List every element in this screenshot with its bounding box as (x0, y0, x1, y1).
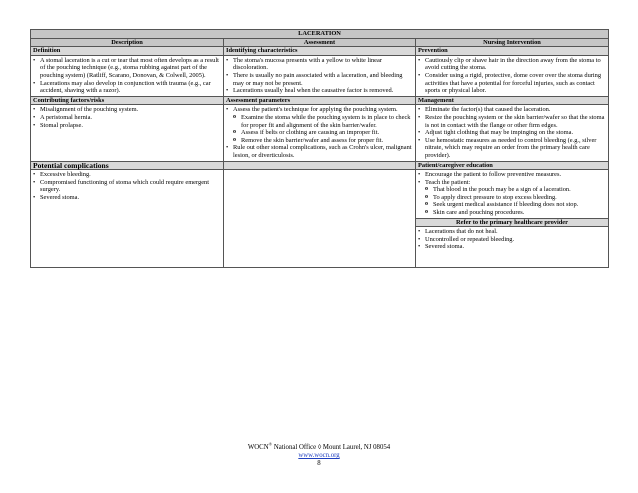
page-number: 8 (317, 460, 321, 467)
management-cell (416, 105, 609, 161)
list-item: • Excessive bleeding. (33, 171, 221, 179)
education-cell (416, 170, 609, 219)
list-item: • Rule out other stomal complications, such as Crohn's ulcer, malignant lesion, or diverticulosis. (226, 144, 413, 159)
list-item: • Compromised functioning of stoma which could require emergent surgery. (33, 179, 221, 194)
list-item-text: Assess the patient's technique for applying the pouching system. (233, 106, 398, 114)
list-item: • Consider using a rigid, protective, dome cover over the stoma during activities that have a potential for forceful injuries, such as contact sports or physical labor. (418, 72, 606, 95)
column-header-nursing-intervention: Nursing Intervention (416, 38, 609, 47)
list-item: • Use hemostatic measures as needed to control bleeding (e.g., silver nitrate, which may require an order from the primary health care provider). (418, 137, 606, 160)
footer-address-line (0, 441, 638, 452)
list-item: • Severed stoma. (418, 243, 606, 251)
sub-list-item: o To apply direct pressure to stop excess bleeding. (425, 194, 606, 202)
definition-cell (31, 55, 224, 96)
header-definition: Definition (31, 47, 224, 56)
sub-list-item: o Seek urgent medical assistance if bleeding does not stop. (425, 201, 606, 209)
list-item-text: Teach the patient: (425, 178, 471, 186)
header-management: Management (416, 96, 609, 105)
column-header-row (31, 38, 609, 47)
registered-mark: ® (268, 441, 273, 447)
footer-address: National Office ◊ Mount Laurel, NJ 08054 (272, 444, 391, 451)
complications-cell (31, 170, 224, 268)
list-item: • Resize the pouching system or the skin barrier/wafer so that the stoma is not in contact with the flange or other firm edges. (418, 114, 606, 129)
list-item: • Cautiously clip or shave hair in the direction away from the stoma to avoid cutting the stoma. (418, 57, 606, 72)
sub-list-item: o That blood in the pouch may be a sign of a laceration. (425, 186, 606, 194)
sub-list-item: o Assess if belts or clothing are causing an improper fit. (233, 129, 413, 137)
section-header-row (31, 47, 609, 56)
header-patient-education: Patient/caregiver education (416, 161, 609, 170)
refer-cell (416, 227, 609, 268)
list-item: • Adjust tight clothing that may be impinging on the stoma. (418, 129, 606, 137)
list-item: • Lacerations that do not heal. (418, 228, 606, 236)
assessment-parameters-cell (224, 105, 416, 161)
list-item: • Misalignment of the pouching system. (33, 106, 221, 114)
characteristics-cell (224, 55, 416, 96)
header-contributing-factors: Contributing factors/risks (31, 96, 224, 105)
sub-list-item: o Skin care and pouching procedures. (425, 209, 606, 217)
column-header-assessment: Assessment (224, 38, 416, 47)
risks-cell (31, 105, 224, 161)
section-header-row (31, 161, 609, 170)
website-link[interactable]: www.wocn.org (298, 452, 340, 459)
sub-list-item: o Remove the skin barrier/wafer and assess for proper fit. (233, 137, 413, 145)
list-item: • Severed stoma. (33, 194, 221, 202)
list-item: • Lacerations may also develop in conjunction with trauma (e.g., car accident, shaving with a razor). (33, 80, 221, 95)
table-row (31, 105, 609, 161)
section-header-row (31, 96, 609, 105)
column-header-description: Description (31, 38, 224, 47)
list-item: • Stomal prolapse. (33, 122, 221, 130)
header-identifying-characteristics: Identifying characteristics (224, 47, 416, 56)
list-item (226, 106, 413, 144)
list-item: • A stomal laceration is a cut or tear that most often develops as a result of the pouching technique (e.g., stoma rubbing against part of the pouching system) (Ratliff, Scarano, Donovan, & Colwell, 2005). (33, 57, 221, 80)
document-page (30, 29, 608, 268)
footer-org: WOCN (247, 444, 269, 451)
table-row (31, 170, 609, 219)
header-potential-complications: Potential complications (31, 161, 224, 170)
list-item: • Lacerations usually heal when the causative factor is removed. (226, 87, 413, 95)
title-row (31, 30, 609, 39)
header-prevention: Prevention (416, 47, 609, 56)
header-refer-provider: Refer to the primary healthcare provider (416, 218, 609, 227)
list-item (418, 179, 606, 217)
list-item: • Eliminate the factor(s) that caused the laceration. (418, 106, 606, 114)
header-empty (224, 161, 416, 170)
page-footer (0, 441, 638, 468)
header-assessment-parameters: Assessment parameters (224, 96, 416, 105)
list-item: • Encourage the patient to follow preventive measures. (418, 171, 606, 179)
table-row (31, 55, 609, 96)
list-item: • The stoma's mucosa presents with a yellow to white linear discoloration. (226, 57, 413, 72)
empty-cell (224, 170, 416, 268)
list-item: • Uncontrolled or repeated bleeding. (418, 236, 606, 244)
sub-list-item: o Examine the stoma while the pouching system is in place to check for proper fit and alignment of the skin barrier/wafer. (233, 114, 413, 129)
prevention-cell (416, 55, 609, 96)
laceration-table (30, 29, 609, 268)
list-item: • A peristomal hernia. (33, 114, 221, 122)
list-item: • There is usually no pain associated with a laceration, and bleeding may or may not be present. (226, 72, 413, 87)
table-title: LACERATION (31, 30, 609, 39)
